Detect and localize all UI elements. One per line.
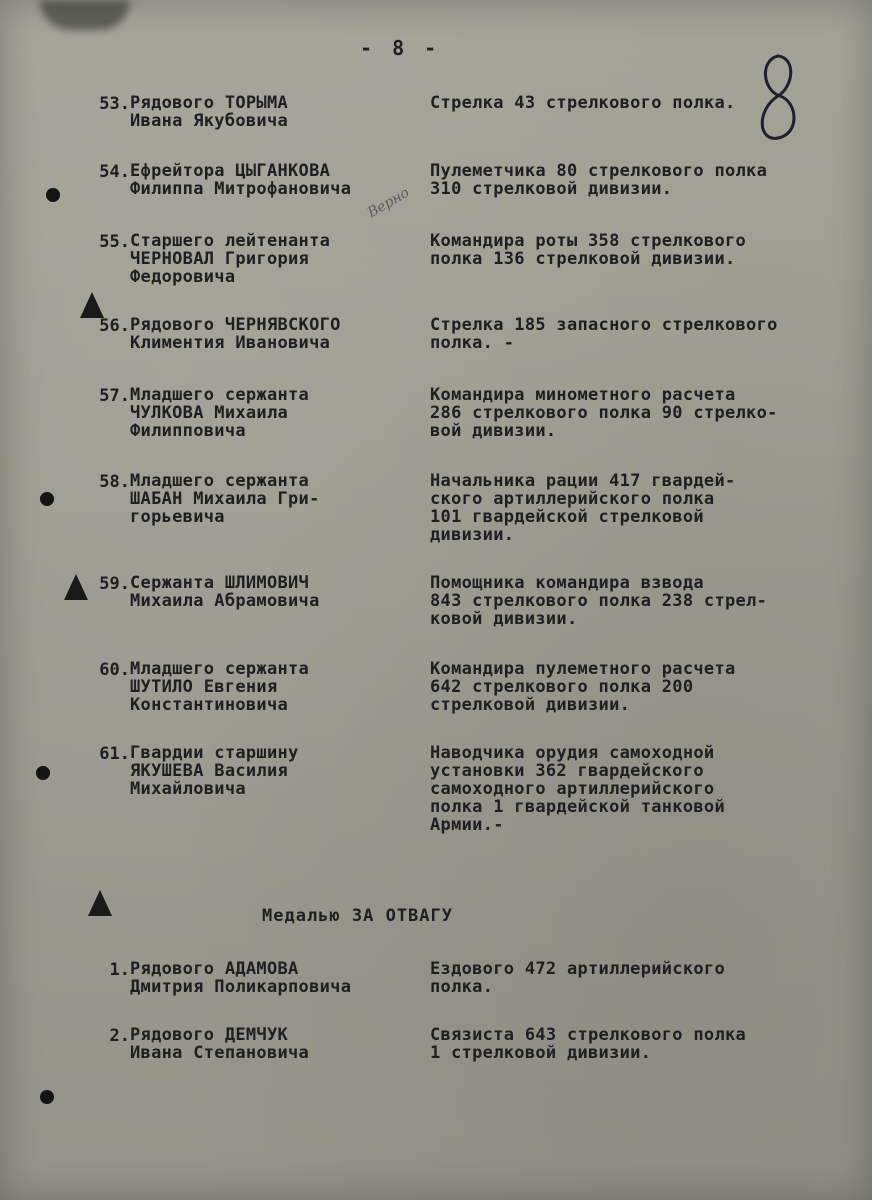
person-position: Командира пулеметного расчета 642 стрелкового полка 200 стрелковой дивизии.: [430, 659, 736, 715]
entry-number: 53.: [99, 94, 130, 114]
person-position: Начальника рации 417 гвардей- ского артиллерийского полка 101 гвардейской стрелковой дивизии.: [430, 471, 736, 545]
person-name: Младшего сержанта ШАБАН Михаила Гри- горьевича: [130, 471, 320, 527]
person-position: Стрелка 43 стрелкового полка.: [430, 93, 736, 113]
margin-initials: Верно: [365, 184, 413, 222]
entry-number: 55.: [99, 232, 130, 252]
person-position: Наводчика орудия самоходной установки 362 гвардейского самоходного артиллерийского полка 1 гвардейской танковой Армии.-: [430, 743, 725, 835]
entry-number: 56.: [99, 316, 130, 336]
list-item: [0, 743, 872, 835]
list-item: [0, 660, 872, 740]
person-position: Пулеметчика 80 стрелкового полка 310 стрелковой дивизии.: [430, 161, 768, 199]
list-item: [0, 1026, 872, 1106]
person-name: Рядового АДАМОВА Дмитрия Поликарповича: [130, 959, 352, 997]
person-name: Ефрейтора ЦЫГАНКОВА Филиппа Митрофановича: [130, 161, 352, 199]
section-heading: Медалью ЗА ОТВАГУ: [262, 906, 453, 926]
entry-number: 57.: [99, 386, 130, 406]
paper-tear-mark: [88, 890, 112, 916]
person-position: Ездового 472 артиллерийского полка.: [430, 959, 725, 997]
person-name: Рядового ДЕМЧУК Ивана Степановича: [130, 1025, 310, 1063]
list-item: [0, 162, 872, 242]
entry-number: 58.: [99, 472, 130, 492]
person-name: Сержанта ШЛИМОВИЧ Михаила Абрамовича: [130, 573, 320, 611]
person-position: Стрелка 185 запасного стрелкового полка. -: [430, 315, 778, 353]
list-item: [0, 316, 872, 396]
person-position: Командира роты 358 стрелкового полка 136 стрелковой дивизии.: [430, 231, 747, 269]
person-position: Связиста 643 стрелкового полка 1 стрелковой дивизии.: [430, 1025, 747, 1063]
list-item: [0, 386, 872, 466]
entry-number: 2.: [109, 1026, 130, 1046]
entry-number: 61.: [99, 744, 130, 764]
person-name: Младшего сержанта ШУТИЛО Евгения Константиновича: [130, 659, 310, 715]
list-item: [0, 232, 872, 312]
person-name: Рядового ТОРЫМА Ивана Якубовича: [130, 93, 289, 131]
person-position: Помощника командира взвода 843 стрелкового полка 238 стрел- ковой дивизии.: [430, 573, 768, 629]
person-name: Старшего лейтенанта ЧЕРНОВАЛ Григория Федоровича: [130, 231, 331, 287]
person-position: Командира минометного расчета 286 стрелкового полка 90 стрелко- вой дивизии.: [430, 385, 778, 441]
list-item: [0, 574, 872, 654]
person-name: Гвардии старшину ЯКУШЕВА Василия Михайловича: [130, 743, 299, 799]
page-number: - 8 -: [360, 36, 441, 60]
entry-number: 59.: [99, 574, 130, 594]
person-name: Рядового ЧЕРНЯВСКОГО Климентия Ивановича: [130, 315, 341, 353]
ink-smudge: [40, 0, 130, 30]
entry-number: 54.: [99, 162, 130, 182]
person-name: Младшего сержанта ЧУЛКОВА Михаила Филипповича: [130, 385, 310, 441]
entry-number: 60.: [99, 660, 130, 680]
entry-number: 1.: [109, 960, 130, 980]
list-item: [0, 472, 872, 552]
